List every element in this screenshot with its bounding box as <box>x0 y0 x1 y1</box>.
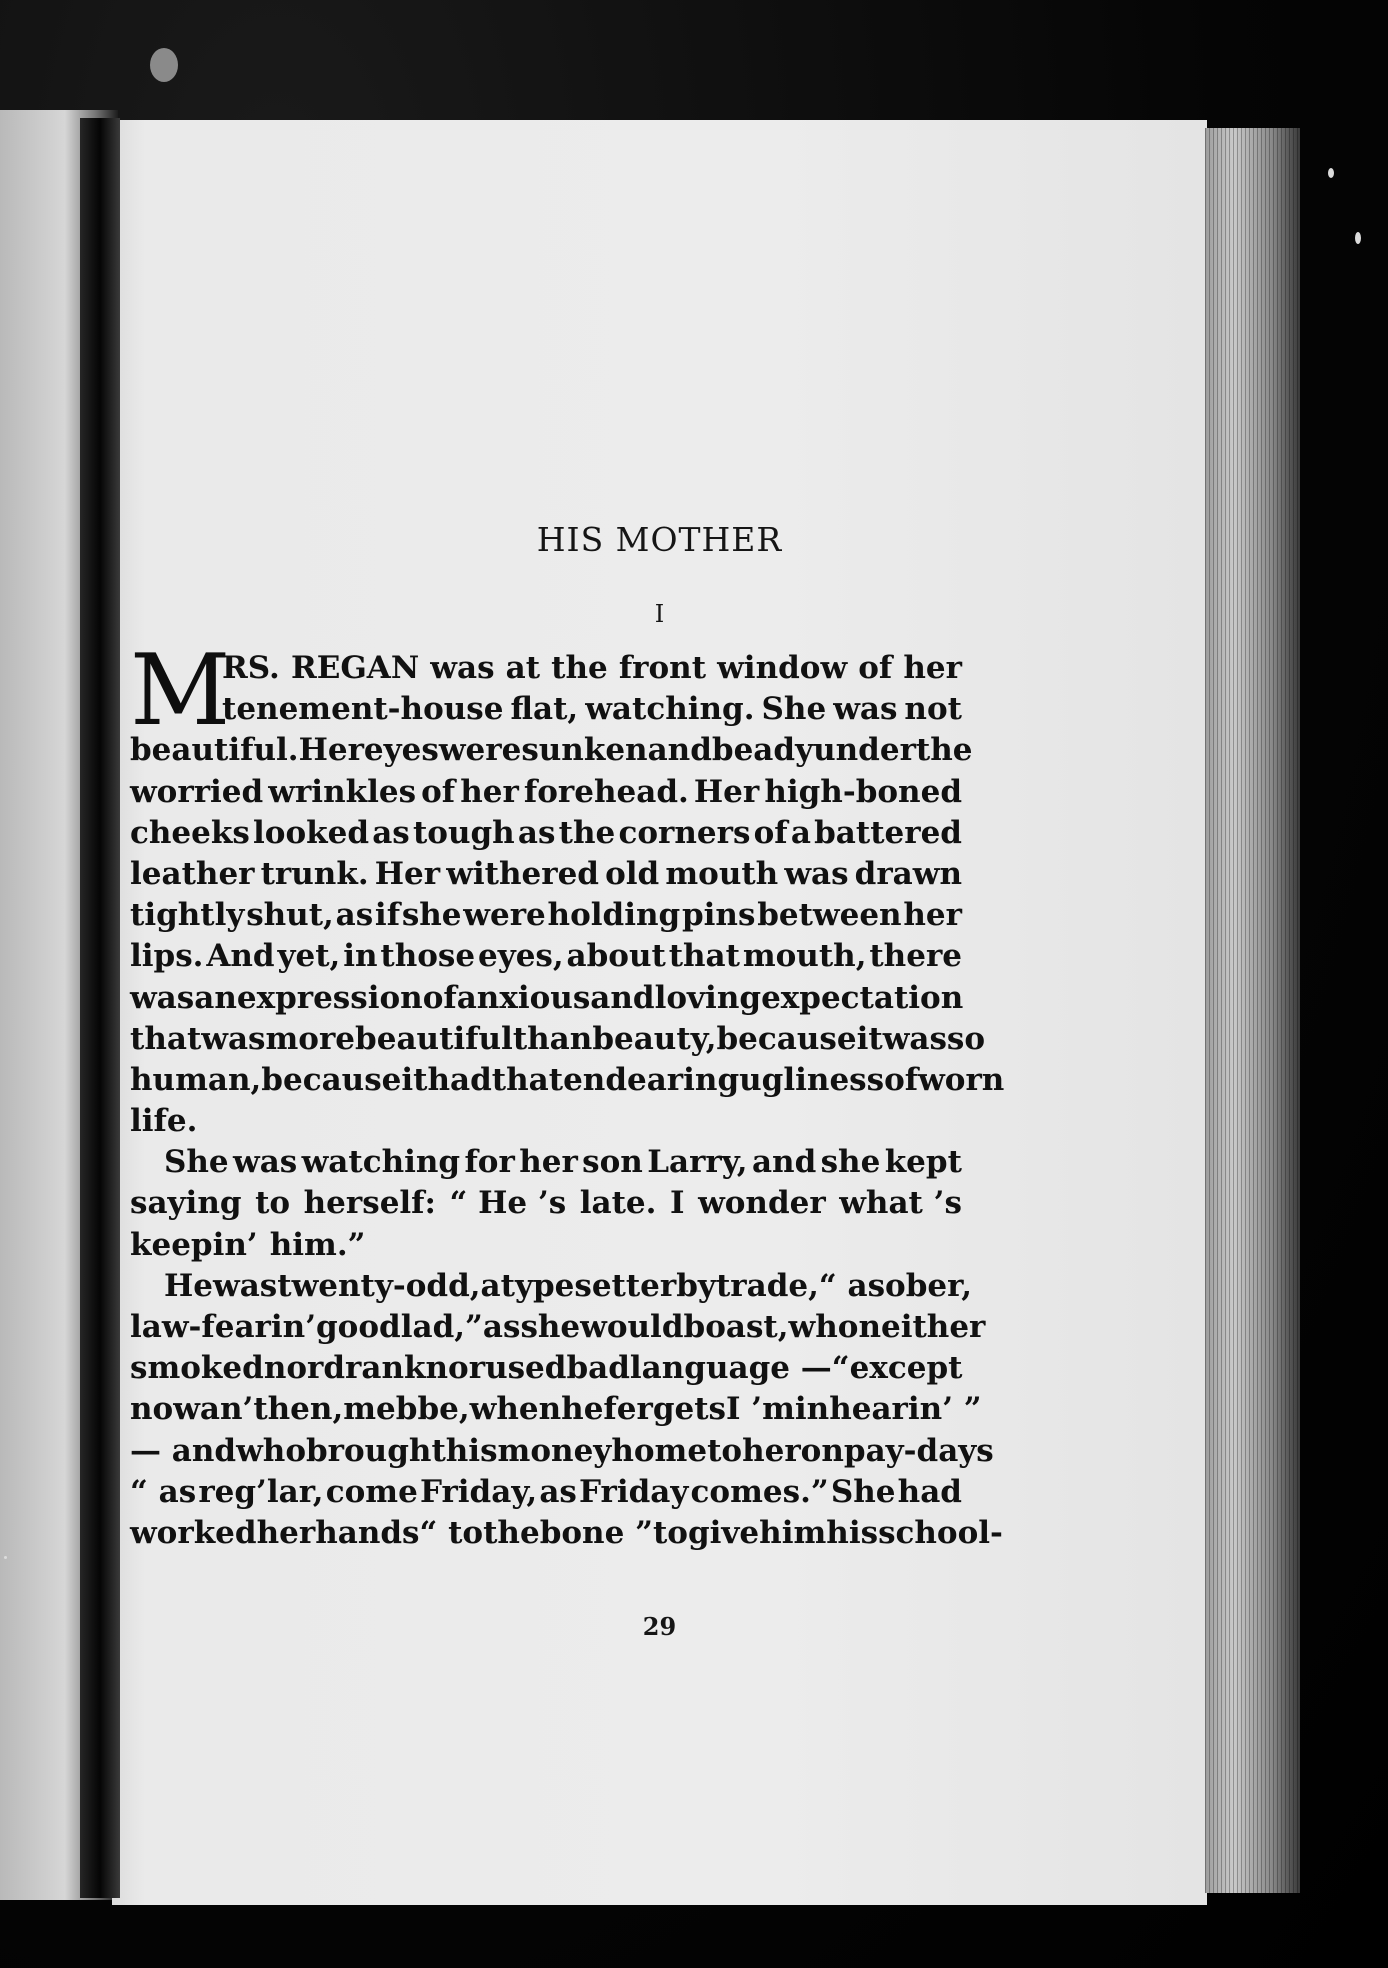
text-line <box>130 1389 982 1430</box>
word: had <box>897 1473 962 1510</box>
word: by <box>676 1267 716 1304</box>
word: She <box>164 1144 229 1181</box>
word: expectation <box>761 979 964 1016</box>
word: beauty, <box>592 1020 717 1057</box>
page-number: 29 <box>642 1612 677 1641</box>
word: tenement-house <box>222 691 504 728</box>
word: beautiful. <box>130 732 299 769</box>
word: was <box>233 1144 298 1181</box>
word: home <box>611 1432 708 1469</box>
word: herself: <box>303 1185 436 1222</box>
word: comes.” <box>690 1473 829 1510</box>
word: she <box>401 897 462 934</box>
word: drank <box>323 1350 426 1387</box>
word: when <box>469 1391 562 1428</box>
word: as <box>482 1309 521 1345</box>
word: watching <box>301 1144 461 1181</box>
word: Her <box>374 855 441 892</box>
text-line <box>130 895 962 936</box>
word: an’ <box>199 1391 254 1428</box>
word: high-boned <box>764 773 962 810</box>
word: to <box>707 1432 743 1469</box>
word: He <box>164 1267 214 1304</box>
text-line <box>130 1142 962 1183</box>
word: except <box>849 1350 963 1387</box>
word: than <box>512 1020 593 1057</box>
text-line <box>130 689 962 730</box>
word: Friday <box>579 1473 689 1510</box>
word: nor <box>425 1350 486 1387</box>
text-line <box>130 936 962 977</box>
word: corners <box>618 814 751 851</box>
word: her <box>460 773 519 810</box>
word: his <box>826 1514 879 1551</box>
word: nor <box>263 1350 324 1387</box>
word: worried <box>130 773 264 810</box>
word: who <box>788 1309 859 1345</box>
word: hands <box>315 1514 420 1551</box>
dust-speck <box>1355 232 1361 244</box>
word: come <box>325 1473 418 1510</box>
word: him <box>759 1514 827 1551</box>
word: bad <box>566 1350 630 1387</box>
word: because <box>716 1020 857 1057</box>
word: was <box>201 1020 266 1057</box>
section-number: I <box>654 600 665 628</box>
text-line <box>130 978 962 1019</box>
word: to <box>652 1514 688 1551</box>
word: of <box>858 650 893 686</box>
body-text <box>130 634 1005 1554</box>
word: tough <box>412 814 515 851</box>
word: mouth, <box>742 938 867 975</box>
text-line <box>130 1225 962 1266</box>
word: worn <box>918 1061 1005 1098</box>
word: at <box>505 650 541 686</box>
word: life. <box>130 1103 198 1140</box>
word: was <box>784 855 849 892</box>
word: because <box>261 1061 402 1098</box>
word: had <box>427 1061 492 1098</box>
word: those <box>380 938 476 975</box>
word: her <box>519 1144 578 1181</box>
word: Her <box>693 773 760 810</box>
word: a <box>790 814 811 851</box>
word: loving <box>654 979 762 1016</box>
drop-cap: M <box>130 634 231 748</box>
word: more <box>265 1020 356 1057</box>
word: trunk. <box>260 855 369 892</box>
word: She <box>830 1473 896 1510</box>
word: Her <box>298 732 364 769</box>
word: expression <box>236 979 423 1016</box>
word: of <box>884 1061 919 1098</box>
word: and <box>590 979 655 1016</box>
word: lad,” <box>400 1309 483 1345</box>
word: trade, <box>715 1267 819 1304</box>
word: flat, <box>510 691 579 728</box>
word: of <box>422 979 457 1016</box>
word: between <box>757 897 902 934</box>
word: fergets <box>603 1391 726 1428</box>
word: mebbe, <box>343 1391 470 1428</box>
word: the <box>551 650 608 686</box>
word: of <box>753 814 788 851</box>
word: about <box>566 938 666 975</box>
word: “ to <box>419 1514 484 1551</box>
word: an <box>194 979 237 1016</box>
word: — and <box>130 1432 237 1469</box>
word: was <box>882 1020 947 1057</box>
word: language —“ <box>629 1350 850 1387</box>
word: was <box>833 691 898 728</box>
word: looked <box>253 814 370 851</box>
word: drawn <box>854 855 962 892</box>
word: were <box>463 897 546 934</box>
word: and <box>751 1144 817 1181</box>
word: that <box>130 1020 202 1057</box>
word: anxious <box>456 979 591 1016</box>
word: money <box>497 1432 612 1469</box>
text-line <box>130 1431 994 1472</box>
word: he <box>561 1391 604 1428</box>
word: “ a <box>818 1267 868 1304</box>
word: the <box>915 732 973 769</box>
word: his <box>445 1432 498 1469</box>
word: Friday, <box>419 1473 538 1510</box>
text-line <box>130 813 962 854</box>
text-line <box>130 1472 962 1513</box>
word: give <box>687 1514 760 1551</box>
word: withered <box>446 855 599 892</box>
word: under <box>813 732 916 769</box>
word: sober, <box>867 1267 973 1304</box>
word: forehead. <box>523 773 689 810</box>
word: leather <box>130 855 255 892</box>
word: watching. <box>585 691 755 728</box>
text-line <box>130 1266 973 1307</box>
word: “ He ’s <box>449 1185 567 1222</box>
word: twenty-odd, <box>277 1267 481 1304</box>
word: it <box>401 1061 428 1098</box>
word: lips. <box>130 938 204 975</box>
word: “ as <box>130 1473 197 1510</box>
text-line <box>130 854 962 895</box>
word: the <box>558 814 616 851</box>
word: in <box>794 1391 830 1428</box>
word: boast, <box>683 1309 789 1345</box>
word: that <box>668 938 740 975</box>
word: used <box>485 1350 567 1387</box>
word: there <box>869 938 962 975</box>
word: battered <box>814 814 962 851</box>
page-fore-edge <box>1205 128 1300 1893</box>
dust-speck <box>4 1556 7 1559</box>
word: late. <box>579 1185 657 1222</box>
word: what ’s <box>839 1185 962 1222</box>
word: as <box>372 814 410 851</box>
word: beady <box>711 732 814 769</box>
word: human, <box>130 1061 262 1098</box>
word: wonder <box>698 1185 826 1222</box>
word: who <box>236 1432 306 1469</box>
word: She <box>761 691 827 728</box>
text-line <box>130 1019 986 1060</box>
word: then, <box>253 1391 344 1428</box>
word: cheeks <box>130 814 250 851</box>
word: hearin’ ” <box>829 1391 982 1428</box>
word: neither <box>858 1309 986 1345</box>
text-line <box>130 772 962 813</box>
word: it <box>856 1020 883 1057</box>
word: front <box>618 650 707 686</box>
word: that <box>491 1061 564 1098</box>
word: typesetter <box>500 1267 677 1304</box>
word: in <box>343 938 378 975</box>
word: window <box>717 650 848 686</box>
word: to <box>255 1185 291 1222</box>
word: now <box>130 1391 200 1428</box>
word: not <box>904 691 962 728</box>
word: were <box>438 732 522 769</box>
word: good <box>316 1309 401 1345</box>
word: keepin’ <box>130 1226 258 1263</box>
word: a <box>480 1267 501 1304</box>
word: the <box>483 1514 540 1551</box>
word: on <box>800 1432 844 1469</box>
word: son <box>582 1144 643 1181</box>
word: would <box>580 1309 684 1345</box>
word: yet, <box>277 938 341 975</box>
text-line <box>130 648 962 689</box>
word: eyes, <box>477 938 564 975</box>
word: saying <box>130 1185 242 1222</box>
word: school- <box>878 1514 1003 1551</box>
word: wrinkles <box>268 773 417 810</box>
word: And <box>206 938 275 975</box>
word: she <box>520 1309 581 1345</box>
word: kept <box>884 1144 962 1181</box>
word: if <box>374 897 401 934</box>
text-line <box>130 1183 962 1224</box>
word: mouth <box>665 855 779 892</box>
word: bone ” <box>539 1514 653 1551</box>
word: pins <box>681 897 756 934</box>
word: shut, <box>246 897 334 934</box>
word: for <box>464 1144 515 1181</box>
word: holding <box>547 897 681 934</box>
word: was <box>130 979 195 1016</box>
word: ugliness <box>739 1061 885 1098</box>
word: sunken <box>521 732 648 769</box>
chapter-title: HIS MOTHER <box>536 520 783 559</box>
word: as <box>517 814 556 851</box>
word: smoked <box>130 1350 264 1387</box>
word: her <box>256 1514 316 1551</box>
text-line <box>130 730 973 771</box>
word: her <box>903 650 962 686</box>
word: him.” <box>269 1226 366 1263</box>
word: her <box>742 1432 801 1469</box>
word: beautiful <box>355 1020 513 1057</box>
word: pay-days <box>843 1432 994 1469</box>
word: and <box>647 732 712 769</box>
text-line <box>130 1060 1005 1101</box>
word: I ’m <box>725 1391 795 1428</box>
text-line <box>130 1348 962 1389</box>
word: tightly <box>130 897 245 934</box>
word: as <box>335 897 374 934</box>
word: reg’lar, <box>198 1473 324 1510</box>
word: so <box>946 1020 986 1057</box>
word: as <box>539 1473 577 1510</box>
word: worked <box>130 1514 257 1551</box>
word: eyes <box>363 732 439 769</box>
word: I <box>670 1185 685 1222</box>
word: REGAN <box>290 650 420 686</box>
word: endearing <box>563 1061 740 1098</box>
text-line <box>130 1101 962 1142</box>
dust-speck <box>150 48 178 82</box>
text-line <box>130 1513 1003 1554</box>
word: her <box>903 897 962 934</box>
word: was <box>430 650 495 686</box>
word: brought <box>306 1432 446 1469</box>
word: RS. <box>222 650 280 686</box>
word: Larry, <box>647 1144 748 1181</box>
text-line <box>130 1307 986 1348</box>
word: of <box>421 773 456 810</box>
word: law-fearin’ <box>130 1309 316 1345</box>
word: she <box>820 1144 881 1181</box>
dust-speck <box>1328 168 1334 178</box>
word: old <box>605 855 660 892</box>
word: was <box>213 1267 278 1304</box>
